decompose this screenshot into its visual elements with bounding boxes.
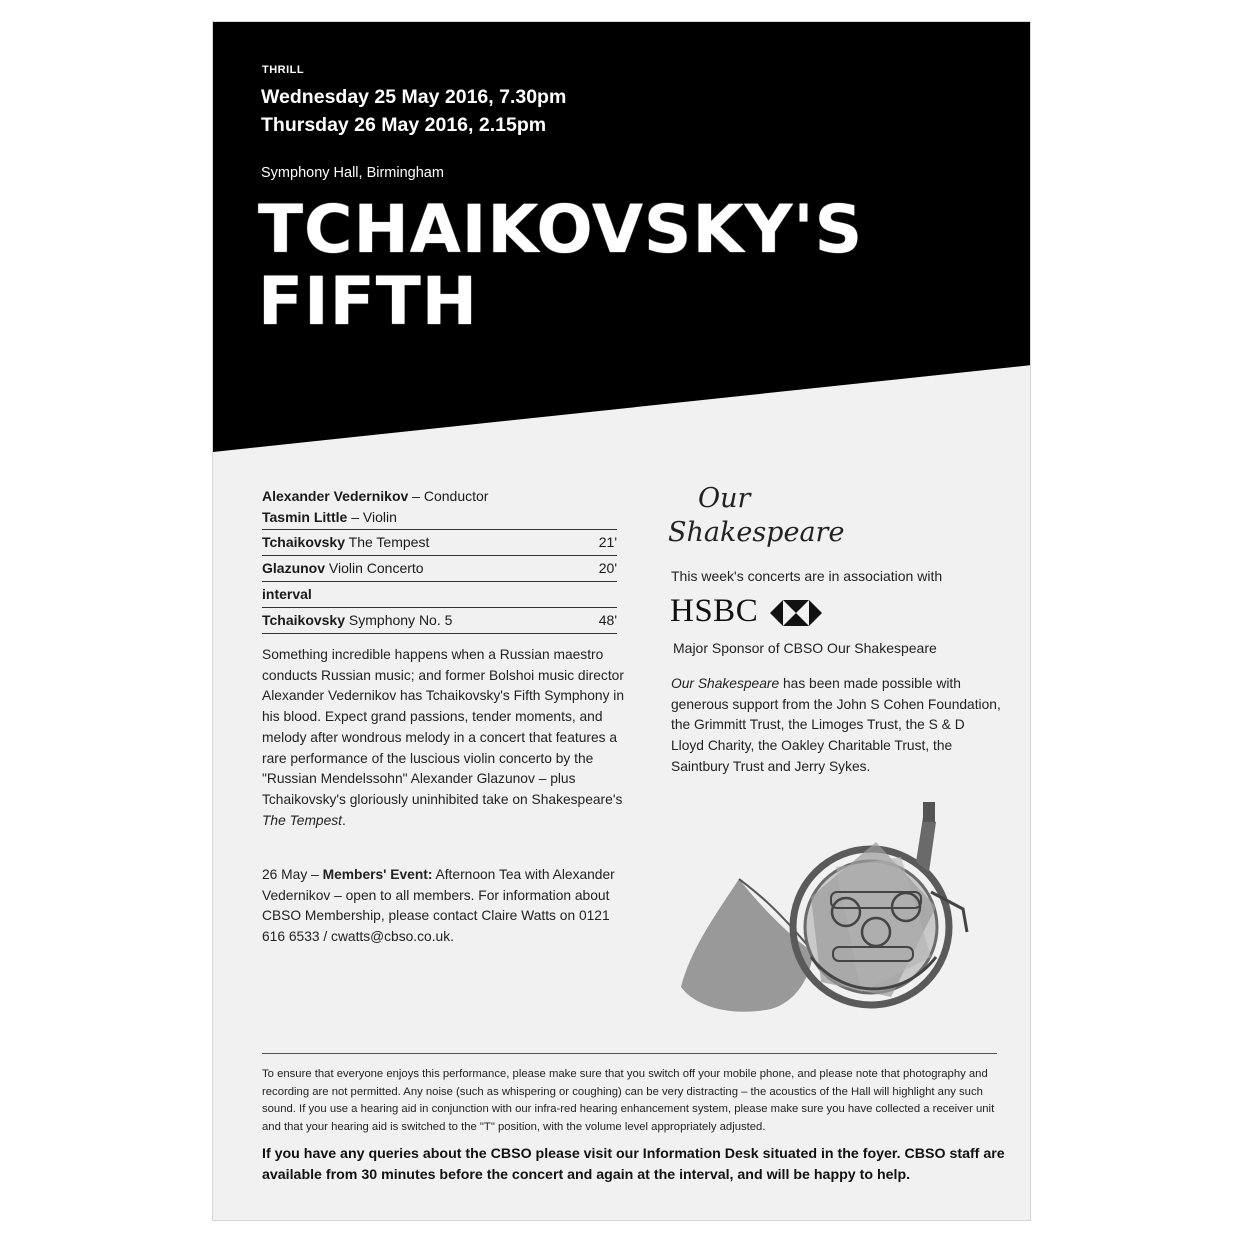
french-horn-icon <box>661 797 991 1042</box>
footer-divider <box>262 1053 997 1054</box>
association-text: This week's concerts are in association with <box>671 568 943 584</box>
members-event <box>262 865 627 948</box>
duration: 48' <box>598 612 617 628</box>
performers <box>262 486 488 528</box>
title-line-2: FIFTH <box>258 263 478 340</box>
support-italic: Our Shakespeare <box>671 676 780 691</box>
title-line-1: TCHAIKOVSKY'S <box>258 191 864 268</box>
composer: Tchaikovsky <box>262 534 346 550</box>
members-event-date: 26 May – <box>262 867 323 882</box>
logo-line-1: Our <box>698 483 751 514</box>
performer-role: Violin <box>362 509 397 525</box>
date-line-2: Thursday 26 May 2016, 2.15pm <box>261 114 547 136</box>
members-event-label: Members' Event: <box>322 867 433 882</box>
members-event-text: Afternoon Tea with Alexander Vedernikov – open to all members. For information about CBSO Membership, please contact Claire Watts on 0121 616 6533 / cwatts@cbso.co.uk. <box>262 867 615 945</box>
logo-line-2: Shakespeare <box>668 517 845 548</box>
major-sponsor-text: Major Sponsor of CBSO Our Shakespeare <box>673 640 937 656</box>
concert-description <box>262 645 627 831</box>
support-text <box>671 674 1001 778</box>
description-text: Something incredible happens when a Russian maestro conducts Russian music; and former Bolshoi music director Alexander Vedernikov has Tchaikovsky's Fifth Symphony in his blood. Expect grand passions, tender moments, and melody after wondrous melody in a concert that features a rare performance of the luscious violin concerto by the "Russian Mendelssohn" Alexander Glazunov – plus Tchaikovsky's gloriously uninhibited take on Shakespeare's <box>262 647 625 807</box>
composer: Glazunov <box>262 560 326 576</box>
programme-row <box>262 555 617 581</box>
programme-row <box>262 607 617 634</box>
hsbc-hexagon-icon <box>770 600 822 626</box>
performer-row: Tasmin Little – Violin <box>262 509 397 525</box>
work-title: The Tempest <box>348 534 430 550</box>
performer-name: Tasmin Little <box>262 509 348 525</box>
performer-name: Alexander Vedernikov <box>262 488 409 504</box>
programme-row <box>262 529 617 555</box>
our-shakespeare-logo <box>668 482 844 550</box>
duration: 20' <box>598 560 617 576</box>
concert-title <box>258 191 864 340</box>
information-desk-note: If you have any queries about the CBSO please visit our Information Desk situated in the foyer. CBSO staff are available from 30 minutes before the concert and again at the interval, and will be happy to help. <box>262 1146 1005 1183</box>
programme-list <box>262 529 617 634</box>
description-italic: The Tempest <box>262 812 343 828</box>
series-label: THRILL <box>262 64 305 76</box>
work-title: Violin Concerto <box>328 560 424 576</box>
support-body: has been made possible with generous support from the John S Cohen Foundation, the Grimmitt Trust, the Limoges Trust, the S & D Lloyd Charity, the Oakley Charitable Trust, the Saintbury Trust and Jerry Sykes. <box>671 676 1001 774</box>
performer-role: Conductor <box>423 488 489 504</box>
duration: 21' <box>598 534 617 550</box>
performer-row: Alexander Vedernikov – Conductor <box>262 488 489 504</box>
sponsor-name: HSBC <box>670 593 759 629</box>
interval-label: interval <box>262 586 312 602</box>
programme-row-interval <box>262 581 617 607</box>
description-end: . <box>342 812 346 828</box>
venue: Symphony Hall, Birmingham <box>261 165 444 181</box>
audience-notice: To ensure that everyone enjoys this performance, please make sure that you switch off your mobile phone, and please note that photography and recording are not permitted. Any noise (such as whispering or coughing) can be very distracting – the acoustics of the Hall will highlight any such sound. If you use a hearing aid in conjunction with our infra-red hearing enhancement system, please make sure you have collected a receiver unit and that your hearing aid is switched to the "T" position, with the volume level appropriately adjusted. <box>262 1068 995 1133</box>
work-title: Symphony No. 5 <box>348 612 453 628</box>
date-line-1: Wednesday 25 May 2016, 7.30pm <box>261 86 567 108</box>
programme-sheet <box>212 21 1031 1221</box>
composer: Tchaikovsky <box>262 612 346 628</box>
